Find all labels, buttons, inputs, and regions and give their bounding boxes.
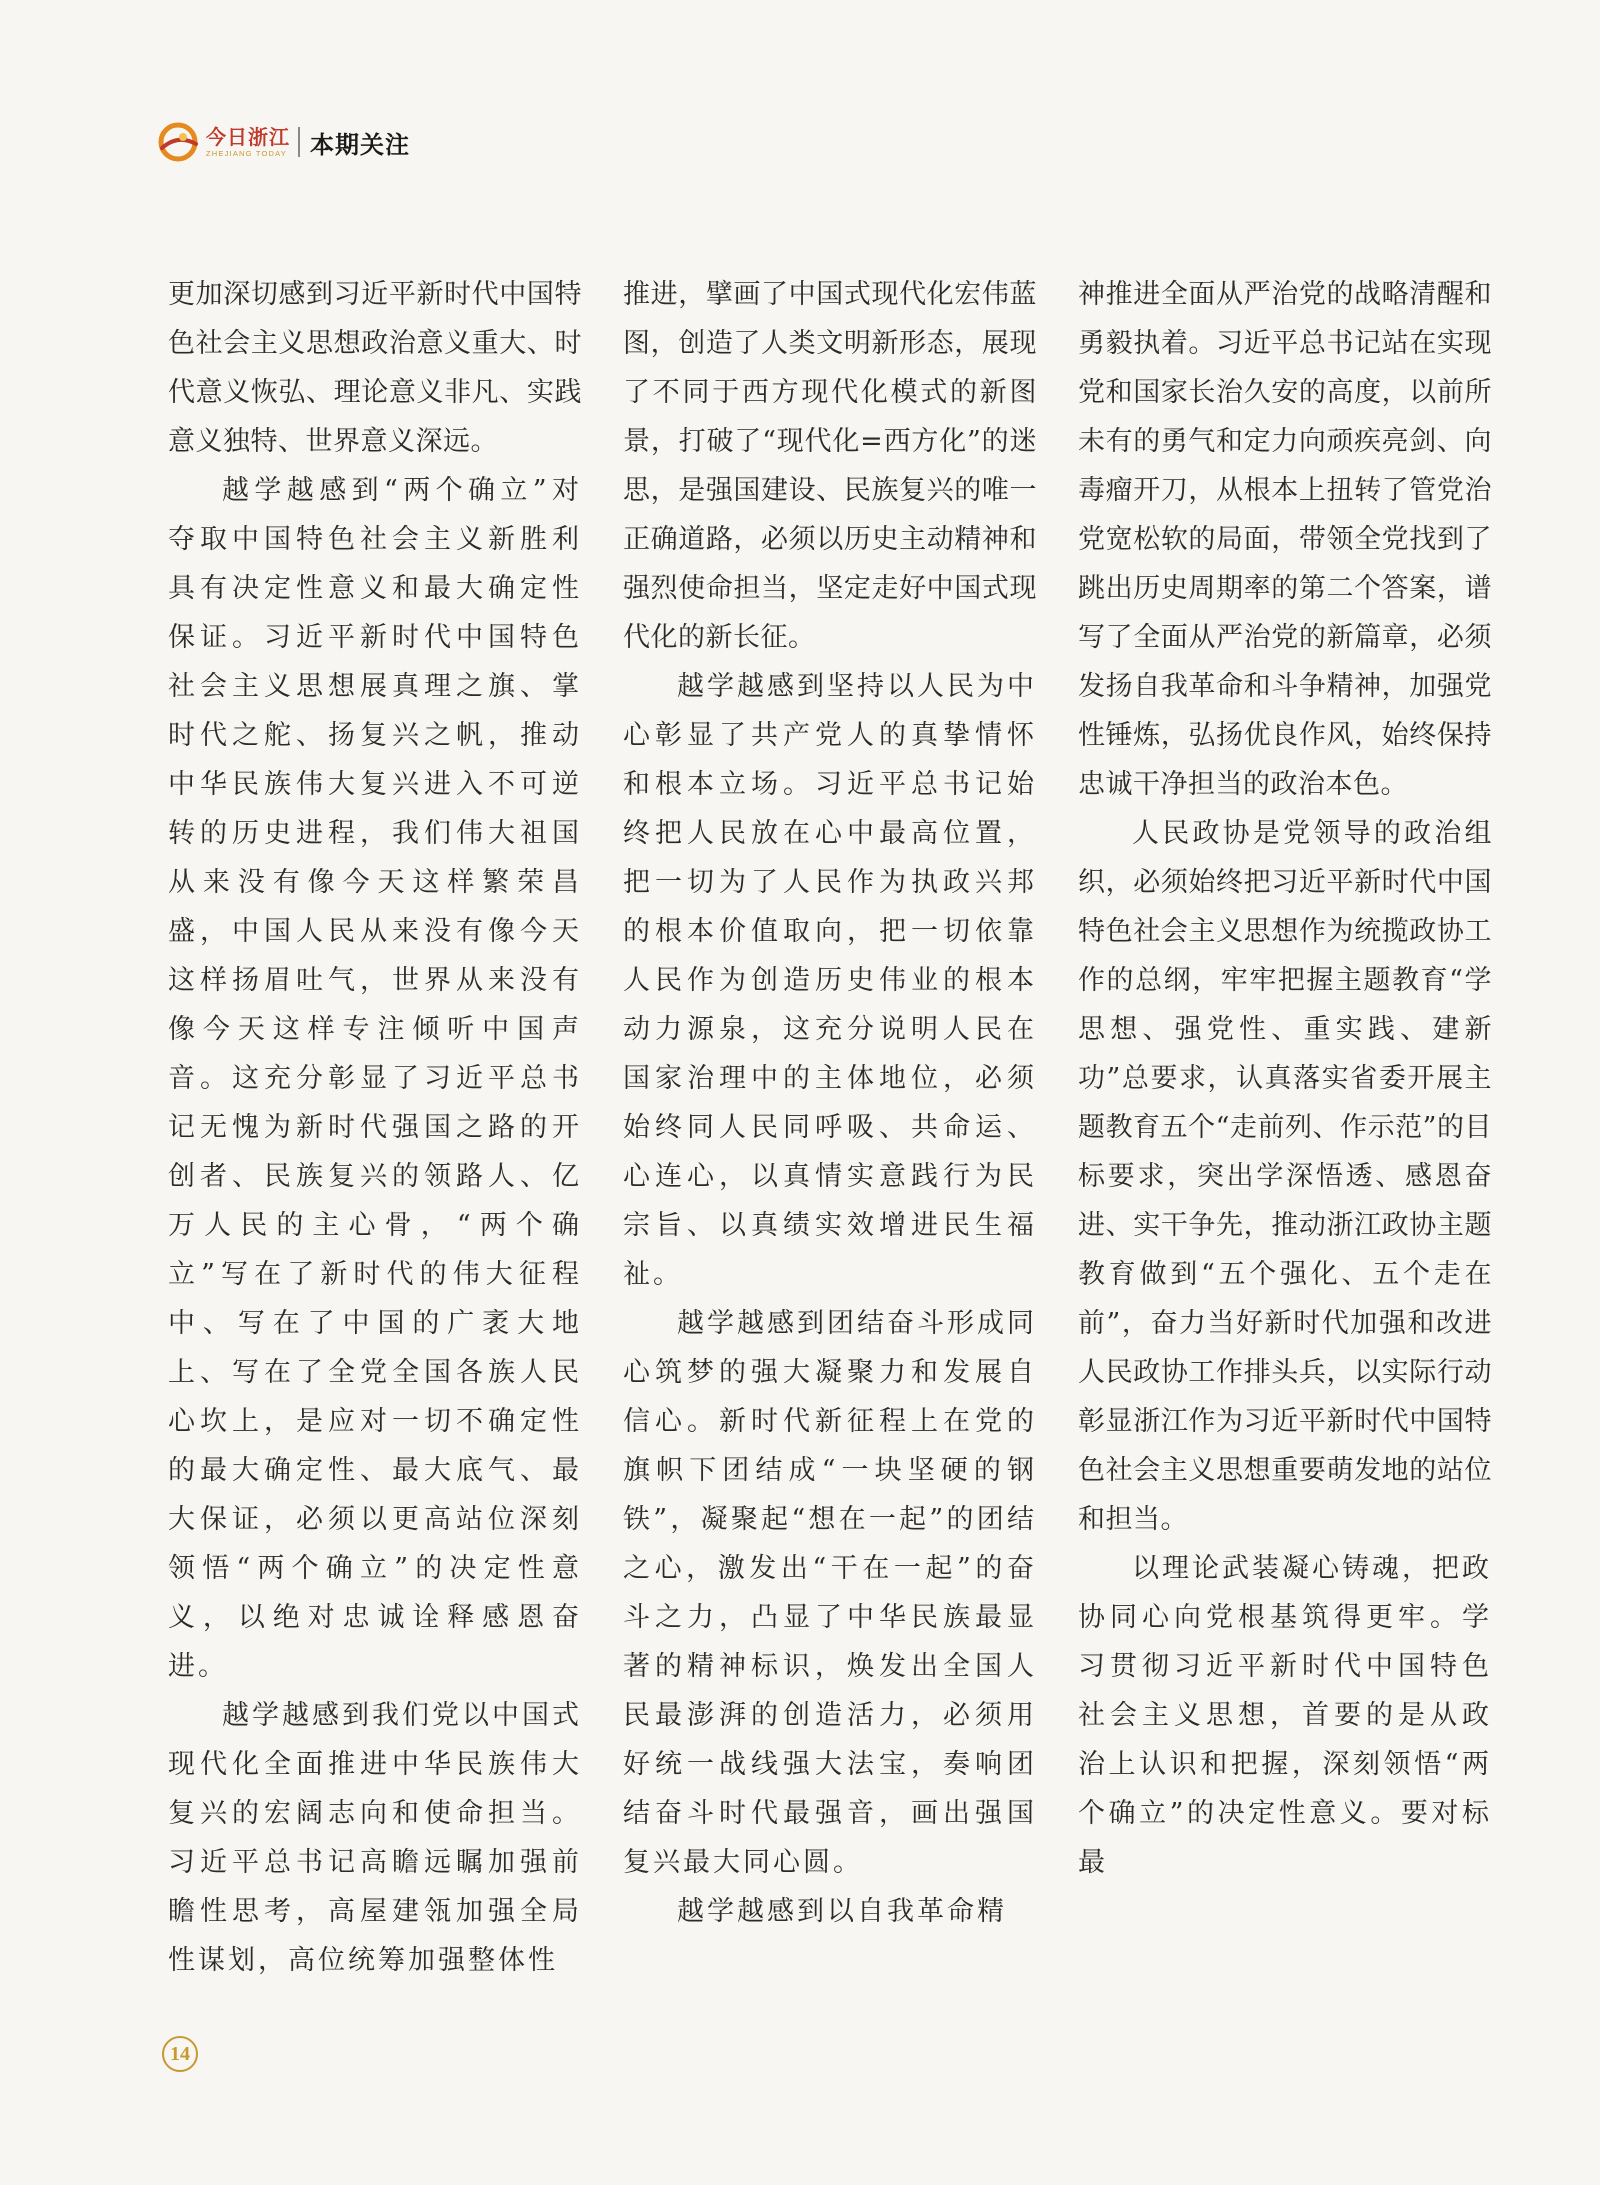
paragraph: 人民政协是党领导的政治组织，必须始终把习近平新时代中国特色社会主义思想作为统揽政协工作的总纲，牢牢把握主题教育“学思想、强党性、重实践、建新功”总要求，认真落实省委开展主题教育五个“走前列、作示范”的目标要求，突出学深悟透、感恩奋进、实干争先，推动浙江政协主题教育做到“五个强化、五个走在前”，奋力当好新时代加强和改进人民政协工作排头兵，以实际行动彰显浙江作为习近平新时代中国特色社会主义思想重要萌发地的站位和担当。 [1078,818,1492,1535]
sun-logo-icon [156,120,200,164]
paragraph: 越学越感到“两个确立”对夺取中国特色社会主义新胜利具有决定性意义和最大确定性保证。习近平新时代中国特色社会主义思想展真理之旗、掌时代之舵、扬复兴之帆，推动中华民族伟大复兴进入不可逆转的历史进程，我们伟大祖国从来没有像今天这样繁荣昌盛，中国人民从来没有像今天这样扬眉吐气，世界从来没有像今天这样专注倾听中国声音。这充分彰显了习近平总书记无愧为新时代强国之路的开创者、民族复兴的领路人、亿万人民的主心骨，“两个确立”写在了新时代的伟大征程中、写在了中国的广袤大地上、写在了全党全国各族人民心坎上，是应对一切不确定性的最大确定性、最大底气、最大保证，必须以更高站位深刻领悟“两个确立”的决定性意义，以绝对忠诚诠释感恩奋进。 [168,475,582,1682]
logo-subtitle: ZHEJIANG TODAY [206,148,287,158]
column-3 [1078,270,1492,1990]
page-header [156,118,410,166]
column-2 [623,270,1037,1990]
section-title: 本期关注 [310,130,410,159]
paragraph: 推进，擘画了中国式现代化宏伟蓝图，创造了人类文明新形态，展现了不同于西方现代化模式的新图景，打破了“现代化=西方化”的迷思，是强国建设、民族复兴的唯一正确道路，必须以历史主动精神和强烈使命担当，坚定走好中国式现代化的新长征。 [623,279,1037,653]
page-number: 14 [162,2036,198,2072]
paragraph: 越学越感到团结奋斗形成同心筑梦的强大凝聚力和发展自信心。新时代新征程上在党的旗帜下团结成“一块坚硬的钢铁”，凝聚起“想在一起”的团结之心，激发出“干在一起”的奋斗之力，凸显了中华民族最显著的精神标识，焕发出全国人民最澎湃的创造活力，必须用好统一战线强大法宝，奏响团结奋斗时代最强音，画出强国复兴最大同心圆。 [623,1308,1037,1878]
paragraph: 神推进全面从严治党的战略清醒和勇毅执着。习近平总书记站在实现党和国家长治久安的高度，以前所未有的勇气和定力向顽疾亮剑、向毒瘤开刀，从根本上扭转了管党治党宽松软的局面，带领全党找到了跳出历史周期率的第二个答案，谱写了全面从严治党的新篇章，必须发扬自我革命和斗争精神，加强党性锤炼，弘扬优良作风，始终保持忠诚干净担当的政治本色。 [1078,279,1492,800]
header-divider [298,127,300,157]
paragraph: 以理论武装凝心铸魂，把政协同心向党根基筑得更牢。学习贯彻习近平新时代中国特色社会主义思想，首要的是从政治上认识和把握，深刻领悟“两个确立”的决定性意义。要对标最 [1078,1553,1492,1878]
column-1 [168,270,582,1990]
paragraph: 越学越感到坚持以人民为中心彰显了共产党人的真挚情怀和根本立场。习近平总书记始终把人民放在心中最高位置，把一切为了人民作为执政兴邦的根本价值取向，把一切依靠人民作为创造历史伟业的根本动力源泉，这充分说明人民在国家治理中的主体地位，必须始终同人民同呼吸、共命运、心连心，以真情实意践行为民宗旨、以真绩实效增进民生福祉。 [623,671,1037,1290]
logo-title: 今日浙江 [206,124,290,149]
paragraph: 越学越感到以自我革命精 [677,1896,1007,1927]
paragraph: 更加深切感到习近平新时代中国特色社会主义思想政治意义重大、时代意义恢弘、理论意义非凡、实践意义独特、世界意义深远。 [168,279,582,457]
article-body [168,270,1492,1990]
magazine-logo [156,120,290,164]
paragraph: 越学越感到我们党以中国式现代化全面推进中华民族伟大复兴的宏阔志向和使命担当。习近平总书记高瞻远瞩加强前瞻性思考，高屋建瓴加强全局性谋划，高位统筹加强整体性 [168,1700,582,1976]
